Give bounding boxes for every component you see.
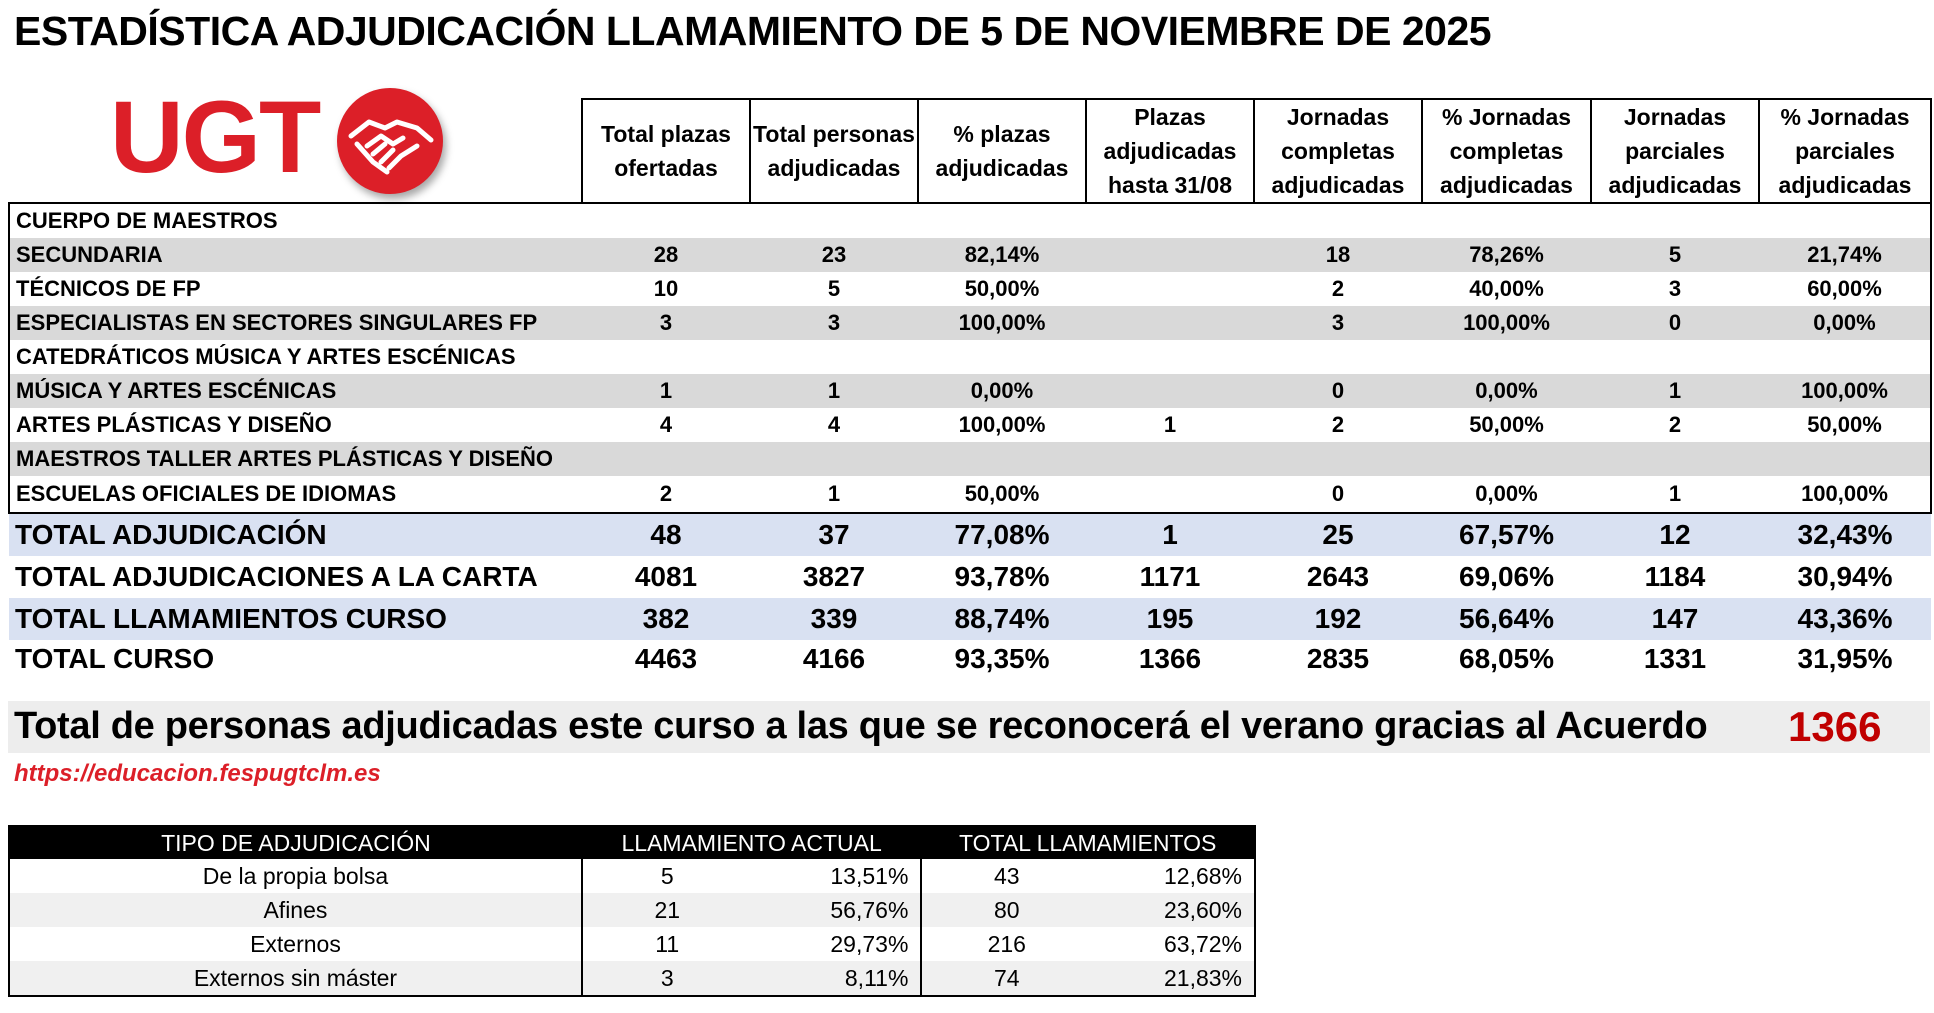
total-cell: 93,78% [954, 561, 1050, 592]
table-row [9, 442, 1931, 476]
table-cell: 0 [1254, 374, 1422, 408]
row-label: ARTES PLÁSTICAS Y DISEÑO [9, 408, 582, 442]
tipo-row [9, 859, 1255, 893]
table-cell: 3 [1668, 276, 1682, 301]
header-row [9, 99, 1931, 203]
table-cell [1086, 340, 1254, 374]
table-cell [1086, 272, 1254, 306]
table-cell: 0,00% [1422, 374, 1591, 408]
row-label: ESPECIALISTAS EN SECTORES SINGULARES FP [9, 306, 582, 340]
table-cell [1422, 442, 1591, 476]
total-cell: 43,36% [1759, 598, 1931, 640]
total-row [9, 598, 1931, 640]
tipo-row [9, 927, 1255, 961]
table-cell [1422, 340, 1591, 374]
table-cell [1086, 374, 1254, 408]
table-cell: 2 [582, 476, 750, 513]
tipo-total-pct: 63,72% [1163, 930, 1242, 957]
table-cell: 50,00% [1759, 408, 1931, 442]
table-cell [918, 442, 1086, 476]
table-cell [918, 203, 1086, 238]
total-label: TOTAL LLAMAMIENTOS CURSO [9, 598, 582, 640]
table-cell [1086, 238, 1254, 272]
table-cell [1086, 203, 1254, 238]
table-cell: 0,00% [1422, 476, 1591, 513]
total-cell: 382 [582, 598, 750, 640]
table-cell: 0,00% [918, 374, 1086, 408]
summary-bar [8, 701, 1930, 753]
total-cell: 2643 [1306, 561, 1370, 592]
total-cell: 4081 [634, 561, 698, 592]
tipo-total-pct: 23,60% [1091, 893, 1255, 927]
table-cell [582, 340, 750, 374]
total-cell: 192 [1254, 598, 1422, 640]
tipo-label: De la propia bolsa [202, 862, 389, 889]
table-cell: 3 [750, 306, 918, 340]
total-label: TOTAL ADJUDICACIONES A LA CARTA [15, 561, 538, 592]
total-cell: 1331 [1643, 643, 1707, 674]
table-cell [582, 203, 750, 238]
tipo-row [9, 961, 1255, 996]
table-cell: 2 [1331, 412, 1345, 437]
table-cell: 3 [1254, 306, 1422, 340]
tipo-row [9, 893, 1255, 927]
table-cell [750, 442, 918, 476]
table-cell [1254, 442, 1422, 476]
tipo-actual-pct: 13,51% [830, 862, 909, 889]
table-row [9, 203, 1931, 238]
total-cell: 25 [1254, 513, 1422, 556]
tipo-total-pct: 21,83% [1091, 961, 1255, 996]
tipo-actual-count: 5 [582, 859, 752, 893]
table-cell: 23 [750, 238, 918, 272]
table-cell: 0,00% [1759, 306, 1931, 340]
tipo-label: Externos [250, 930, 341, 957]
header-jornadas-parciales: Jornadas parciales adjudicadas [1591, 99, 1759, 203]
table-cell: 4 [827, 412, 841, 437]
table-cell [1759, 442, 1931, 476]
total-label: TOTAL CURSO [15, 643, 215, 674]
tipo-header-row [9, 826, 1255, 859]
total-cell: 339 [750, 598, 918, 640]
tipo-actual-count: 21 [582, 893, 752, 927]
table-cell: 100,00% [1759, 374, 1931, 408]
table-cell [1591, 203, 1759, 238]
table-cell: 21,74% [1759, 238, 1931, 272]
table-row [9, 408, 1931, 442]
table-cell: 10 [653, 276, 679, 301]
tipo-total-pct: 12,68% [1163, 862, 1242, 889]
total-cell: 69,06% [1459, 561, 1554, 592]
total-cell: 30,94% [1797, 561, 1893, 592]
table-cell: 100,00% [958, 412, 1046, 437]
tipo-total-count: 43 [921, 859, 1091, 893]
table-cell: 5 [827, 276, 841, 301]
table-cell [1086, 306, 1254, 340]
table-row [9, 340, 1931, 374]
table-cell [582, 442, 750, 476]
total-cell: 1171 [1139, 561, 1201, 592]
table-cell: 78,26% [1422, 238, 1591, 272]
table-cell [1422, 203, 1591, 238]
table-cell: 1 [750, 476, 918, 513]
header-jornadas-completas: Jornadas completas adjudicadas [1254, 99, 1422, 203]
table-cell: 0 [1254, 476, 1422, 513]
total-cell: 93,35% [954, 643, 1050, 674]
row-label: TÉCNICOS DE FP [9, 272, 582, 306]
table-cell: 1 [582, 374, 750, 408]
row-label: CATEDRÁTICOS MÚSICA Y ARTES ESCÉNICAS [9, 340, 582, 374]
total-cell: 48 [582, 513, 750, 556]
row-label: ESCUELAS OFICIALES DE IDIOMAS [9, 476, 582, 513]
row-label: MÚSICA Y ARTES ESCÉNICAS [9, 374, 582, 408]
total-cell: 67,57% [1422, 513, 1591, 556]
tipo-total-count: 74 [921, 961, 1091, 996]
table-cell [1759, 340, 1931, 374]
total-cell: 1184 [1644, 561, 1706, 592]
summary-text: Total de personas adjudicadas este curso a las que se reconocerá el verano gracias al Acuerdo [14, 705, 1708, 747]
table-cell: 2 [1668, 412, 1682, 437]
total-cell: 2835 [1306, 643, 1370, 674]
table-cell [1086, 476, 1254, 513]
header-plazas-3108: Plazas adjudicadas hasta 31/08 [1086, 99, 1254, 203]
table-cell: 50,00% [1469, 412, 1544, 437]
website-link[interactable]: https://educacion.fespugtclm.es [14, 760, 381, 787]
table-cell [1086, 442, 1254, 476]
table-cell: 4 [659, 412, 673, 437]
total-cell: 12 [1591, 513, 1759, 556]
total-cell: 37 [750, 513, 918, 556]
table-row [9, 272, 1931, 306]
table-cell: 1 [1591, 476, 1759, 513]
table-cell [750, 203, 918, 238]
table-cell: 82,14% [918, 238, 1086, 272]
logo-text: UGT [110, 80, 320, 194]
table-cell [1591, 442, 1759, 476]
total-cell: 4166 [802, 643, 866, 674]
table-row [9, 306, 1931, 340]
table-cell: 3 [582, 306, 750, 340]
total-cell: 68,05% [1459, 643, 1554, 674]
table-row [9, 238, 1931, 272]
table-cell: 50,00% [964, 276, 1040, 301]
table-cell: 5 [1591, 238, 1759, 272]
tipo-header-total: TOTAL LLAMAMIENTOS [921, 826, 1255, 859]
total-cell: 1366 [1138, 643, 1202, 674]
table-cell [1254, 340, 1422, 374]
total-cell: 88,74% [918, 598, 1086, 640]
header-total-personas: Total personas adjudicadas [750, 99, 918, 203]
table-cell: 2 [1331, 276, 1345, 301]
page-title: ESTADÍSTICA ADJUDICACIÓN LLAMAMIENTO DE 5 DE NOVIEMBRE DE 2025 [14, 8, 1492, 54]
summary-value: 1366 [1788, 703, 1882, 750]
total-cell: 147 [1591, 598, 1759, 640]
table-cell: 1 [1591, 374, 1759, 408]
tipo-header-actual: LLAMAMIENTO ACTUAL [582, 826, 922, 859]
table-cell: 50,00% [918, 476, 1086, 513]
total-cell: 77,08% [918, 513, 1086, 556]
table-cell: 18 [1254, 238, 1422, 272]
row-label: MAESTROS TALLER ARTES PLÁSTICAS Y DISEÑO [9, 442, 582, 476]
table-cell: 28 [582, 238, 750, 272]
total-cell: 3827 [802, 561, 866, 592]
tipo-actual-pct: 8,11% [752, 961, 922, 996]
table-cell: 100,00% [1422, 306, 1591, 340]
table-cell [1254, 203, 1422, 238]
total-cell: 56,64% [1422, 598, 1591, 640]
table-cell: 1 [750, 374, 918, 408]
table-cell [1591, 340, 1759, 374]
total-row [9, 556, 1931, 598]
tipo-total-count: 216 [921, 927, 1091, 961]
table-row [9, 374, 1931, 408]
statistics-table [8, 98, 1932, 678]
total-cell: 31,95% [1797, 643, 1893, 674]
table-row [9, 476, 1931, 513]
tipo-actual-pct: 29,73% [830, 930, 909, 957]
row-label: SECUNDARIA [9, 238, 582, 272]
header-pct-plazas: % plazas adjudicadas [918, 99, 1086, 203]
tipo-label: Externos sin máster [9, 961, 582, 996]
header-total-plazas: Total plazas ofertadas [582, 99, 750, 203]
table-cell [750, 340, 918, 374]
tipo-adjudicacion-table [8, 825, 1256, 997]
table-cell: 1 [1163, 412, 1177, 437]
header-pct-completas: % Jornadas completas adjudicadas [1422, 99, 1591, 203]
table-cell [918, 340, 1086, 374]
total-label: TOTAL ADJUDICACIÓN [9, 513, 582, 556]
tipo-label: Afines [9, 893, 582, 927]
tipo-actual-count: 3 [582, 961, 752, 996]
header-blank [9, 99, 582, 203]
tipo-header-type: TIPO DE ADJUDICACIÓN [9, 826, 582, 859]
table-cell [1759, 203, 1931, 238]
row-label: CUERPO DE MAESTROS [9, 203, 582, 238]
total-row [9, 640, 1931, 678]
table-cell: 60,00% [1759, 272, 1931, 306]
tipo-actual-pct: 56,76% [752, 893, 922, 927]
table-cell: 100,00% [1759, 476, 1931, 513]
table-cell: 0 [1591, 306, 1759, 340]
total-cell: 32,43% [1759, 513, 1931, 556]
total-row [9, 513, 1931, 556]
table-cell: 100,00% [918, 306, 1086, 340]
total-cell: 1 [1086, 513, 1254, 556]
total-cell: 195 [1086, 598, 1254, 640]
tipo-actual-count: 11 [582, 927, 752, 961]
tipo-total-count: 80 [921, 893, 1091, 927]
total-cell: 4463 [634, 643, 698, 674]
table-cell: 40,00% [1469, 276, 1544, 301]
header-pct-parciales: % Jornadas parciales adjudicadas [1759, 99, 1931, 203]
